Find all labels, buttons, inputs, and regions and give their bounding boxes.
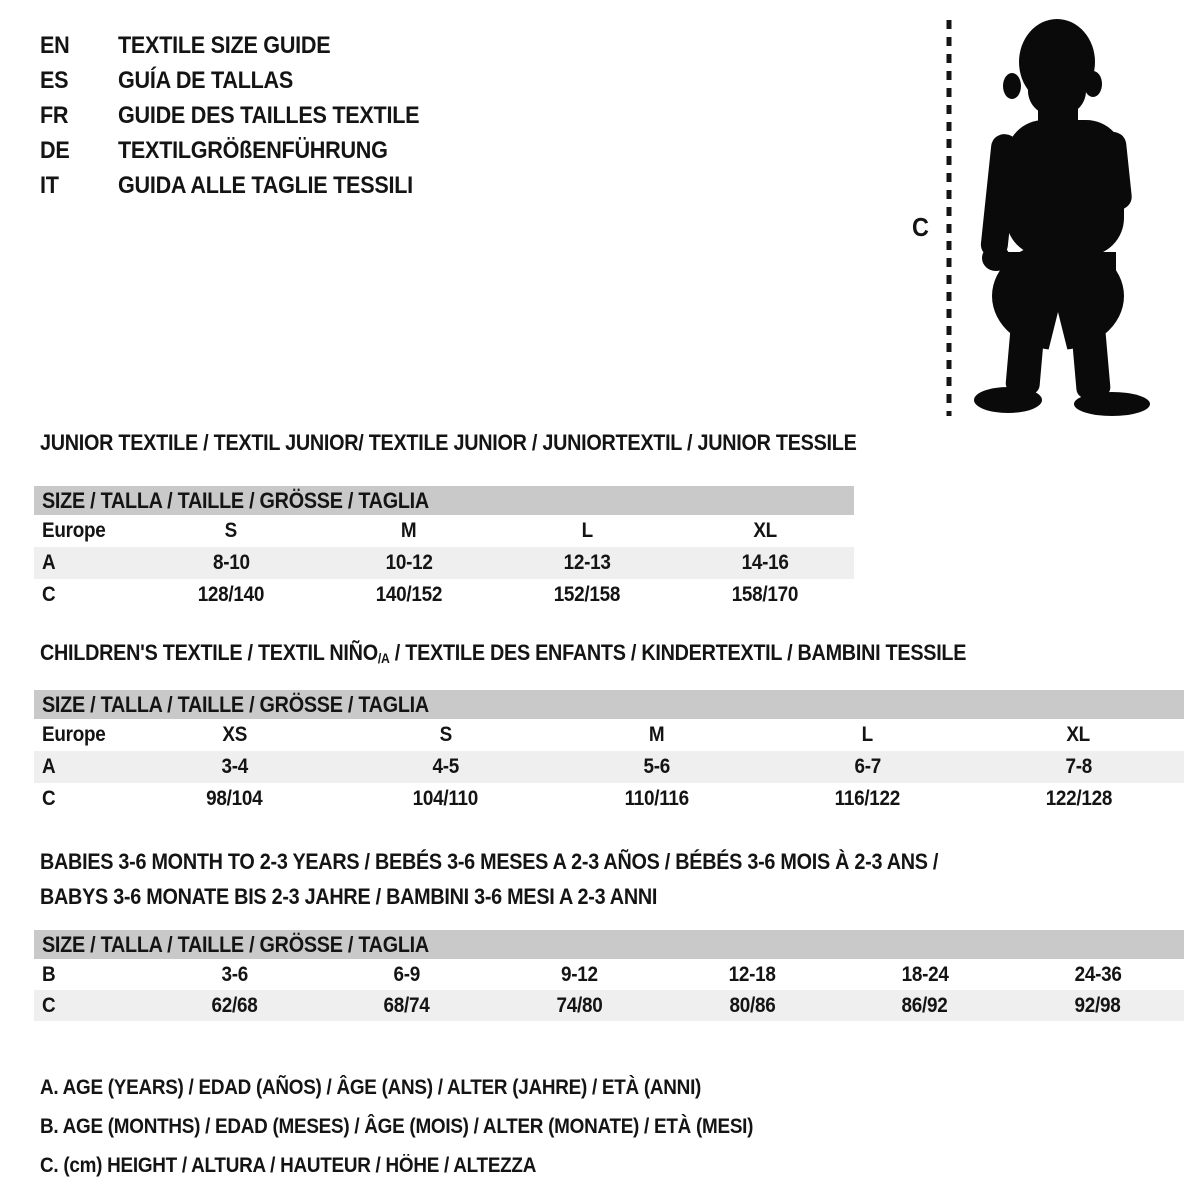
junior-size-table (34, 486, 854, 611)
toddler-silhouette-icon (960, 16, 1160, 416)
size-value: M (401, 519, 417, 542)
legend-footnotes (40, 1068, 832, 1185)
age-value: 6-7 (854, 755, 881, 778)
heading-text: CHILDREN'S TEXTILE / TEXTIL NIÑO (40, 640, 378, 665)
row-label: B (42, 962, 56, 986)
footnote-height-cm: C. (cm) HEIGHT / ALTURA / HAUTEUR / HÖHE / ALTEZZA (40, 1154, 537, 1177)
language-row-it (40, 168, 453, 203)
age-value: 4-5 (432, 755, 459, 778)
months-value: 6-9 (393, 962, 421, 986)
months-value: 9-12 (561, 962, 599, 986)
table-row-europe (34, 515, 854, 547)
height-value: 110/116 (624, 787, 689, 810)
language-code: EN (40, 32, 70, 59)
height-value: 152/158 (553, 583, 621, 606)
height-value: 92/98 (1074, 993, 1121, 1017)
table-row-height (34, 783, 1184, 815)
language-title: GUÍA DE TALLAS (118, 67, 294, 94)
row-label: A (42, 755, 56, 778)
row-label: C (42, 993, 56, 1017)
language-code: DE (40, 137, 70, 164)
babies-size-table (34, 930, 1184, 1021)
height-measure-label: C (912, 212, 929, 242)
children-size-table (34, 690, 1184, 815)
size-value: M (648, 723, 665, 746)
height-value: 104/110 (412, 787, 479, 810)
table-row-months (34, 959, 1184, 990)
age-value: 8-10 (212, 551, 250, 574)
language-row-fr (40, 98, 453, 133)
size-value: XS (222, 723, 247, 746)
language-code: ES (40, 67, 69, 94)
months-value: 3-6 (221, 962, 248, 986)
language-list (40, 28, 453, 203)
row-label: Europe (42, 723, 106, 746)
height-value: 116/122 (834, 787, 901, 810)
row-label: Europe (42, 519, 106, 542)
height-value: 158/170 (731, 583, 799, 606)
size-value: S (224, 519, 238, 542)
row-label: A (42, 551, 56, 574)
language-title: TEXTILGRÖßENFÜHRUNG (118, 137, 388, 164)
language-title: GUIDA ALLE TAGLIE TESSILI (118, 172, 413, 199)
age-value: 12-13 (563, 551, 611, 574)
footnote-age-years: A. AGE (YEARS) / EDAD (AÑOS) / ÂGE (ANS) / ALTER (JAHRE) / ETÀ (ANNI) (40, 1076, 702, 1099)
height-value: 98/104 (206, 787, 263, 810)
table-row-age (34, 751, 1184, 783)
language-code: FR (40, 102, 69, 129)
table-row-height (34, 990, 1184, 1021)
children-section-heading (40, 640, 1069, 669)
language-row-es (40, 63, 453, 98)
language-row-en (40, 28, 453, 63)
size-value: XL (1066, 723, 1091, 746)
months-value: 12-18 (728, 962, 776, 986)
size-value: XL (753, 519, 777, 542)
row-label: C (42, 787, 56, 810)
table-row-height (34, 579, 854, 611)
age-value: 10-12 (385, 551, 433, 574)
height-value: 128/140 (197, 583, 265, 606)
height-value: 62/68 (211, 993, 258, 1017)
heading-subscript: /A (377, 651, 390, 666)
age-value: 3-4 (221, 755, 248, 778)
age-value: 14-16 (741, 551, 789, 574)
table-row-age (34, 547, 854, 579)
size-value: L (861, 723, 874, 746)
height-value: 74/80 (556, 993, 603, 1017)
footnote-age-months: B. AGE (MONTHS) / EDAD (MESES) / ÂGE (MOIS) / ALTER (MONATE) / ETÀ (MESI) (40, 1115, 754, 1138)
size-header-bar: SIZE / TALLA / TAILLE / GRÖSSE / TAGLIA (34, 930, 1184, 959)
size-value: S (439, 723, 452, 746)
heading-text: / TEXTILE DES ENFANTS / KINDERTEXTIL / BAMBINI TESSILE (389, 640, 967, 665)
age-value: 5-6 (643, 755, 670, 778)
babies-heading-line2: BABYS 3-6 MONATE BIS 2-3 JAHRE / BAMBINI 3-6 MESI A 2-3 ANNI (40, 884, 658, 909)
height-value: 122/128 (1045, 787, 1112, 810)
age-value: 7-8 (1065, 755, 1092, 778)
size-value: L (581, 519, 593, 542)
height-value: 80/86 (729, 993, 776, 1017)
language-title: TEXTILE SIZE GUIDE (118, 32, 331, 59)
months-value: 24-36 (1074, 962, 1122, 986)
language-title: GUIDE DES TAILLES TEXTILE (118, 102, 420, 129)
table-row-europe (34, 719, 1184, 751)
height-dashed-line (944, 18, 954, 416)
babies-heading-line1: BABIES 3-6 MONTH TO 2-3 YEARS / BEBÉS 3-6 MESES A 2-3 AÑOS / BÉBÉS 3-6 MOIS À 2-3 ANS / (40, 849, 939, 874)
size-header-bar: SIZE / TALLA / TAILLE / GRÖSSE / TAGLIA (34, 486, 854, 515)
height-value: 68/74 (384, 993, 430, 1017)
height-value: 86/92 (902, 993, 948, 1017)
months-value: 18-24 (901, 962, 949, 986)
row-label: C (42, 583, 56, 606)
language-row-de (40, 133, 453, 168)
language-code: IT (40, 172, 59, 199)
height-value: 140/152 (375, 583, 443, 606)
size-header-bar: SIZE / TALLA / TAILLE / GRÖSSE / TAGLIA (34, 690, 1184, 719)
babies-section-heading (40, 844, 1038, 914)
junior-section-heading: JUNIOR TEXTILE / TEXTIL JUNIOR/ TEXTILE JUNIOR / JUNIORTEXTIL / JUNIOR TESSILE (40, 430, 857, 455)
